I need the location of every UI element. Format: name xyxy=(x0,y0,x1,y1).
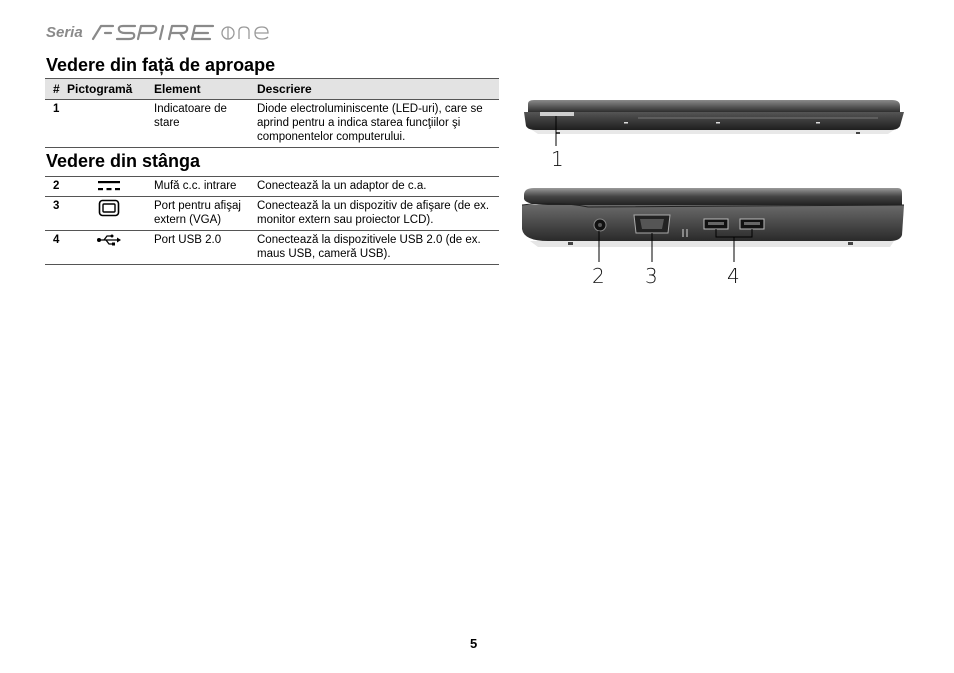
page-header xyxy=(46,20,281,44)
row-description: Conectează la un adaptor de c.a. xyxy=(257,180,427,192)
row-icon-cell xyxy=(65,231,152,265)
row-icon-cell xyxy=(65,177,152,197)
callout-3: 3 xyxy=(645,264,658,288)
left-view-title: Vedere din stânga xyxy=(46,151,201,171)
row-element: Port USB 2.0 xyxy=(154,234,222,246)
column-header-element: Element xyxy=(154,82,201,96)
laptop-front-view-image xyxy=(518,98,908,148)
table-header-row xyxy=(45,79,499,100)
callout-2: 2 xyxy=(592,264,605,288)
aspire-one-logo xyxy=(91,21,281,43)
row-description: Diode electroluminiscente (LED-uri), care se aprind pentru a indica starea funcţiilor şi componentelor computerului. xyxy=(257,103,483,143)
callout-4: 4 xyxy=(727,264,740,288)
column-header-number: # xyxy=(53,82,60,96)
row-description: Conectează la dispozitivele USB 2.0 (de ex. maus USB, cameră USB). xyxy=(257,234,481,260)
row-number: 3 xyxy=(53,200,60,212)
table-row xyxy=(45,100,499,148)
table-row xyxy=(45,177,499,197)
row-element: Indicatoare de stare xyxy=(154,103,227,129)
row-number: 4 xyxy=(53,234,60,246)
display-port-icon xyxy=(98,199,120,217)
row-element: Port pentru afişaj extern (VGA) xyxy=(154,200,241,226)
table-row xyxy=(45,197,499,231)
front-view-table xyxy=(45,78,499,148)
row-description: Conectează la un dispozitiv de afişare (de ex. monitor extern sau proiector LCD). xyxy=(257,200,490,226)
usb-icon xyxy=(96,233,122,247)
dc-in-icon xyxy=(97,179,121,193)
row-icon-cell xyxy=(65,197,152,231)
row-element: Mufă c.c. intrare xyxy=(154,180,237,192)
column-header-icon: Pictogramă xyxy=(67,82,133,96)
series-label: Seria xyxy=(46,23,83,41)
front-view-title: Vedere din față de aproape xyxy=(46,55,276,75)
laptop-left-view-image xyxy=(518,185,908,265)
row-number: 2 xyxy=(53,180,60,192)
row-icon-cell xyxy=(65,100,152,148)
page-number: 5 xyxy=(470,636,478,651)
table-row xyxy=(45,231,499,265)
callout-1: 1 xyxy=(551,147,564,171)
left-view-table xyxy=(45,176,499,265)
column-header-description: Descriere xyxy=(257,82,312,96)
row-number: 1 xyxy=(53,103,60,115)
